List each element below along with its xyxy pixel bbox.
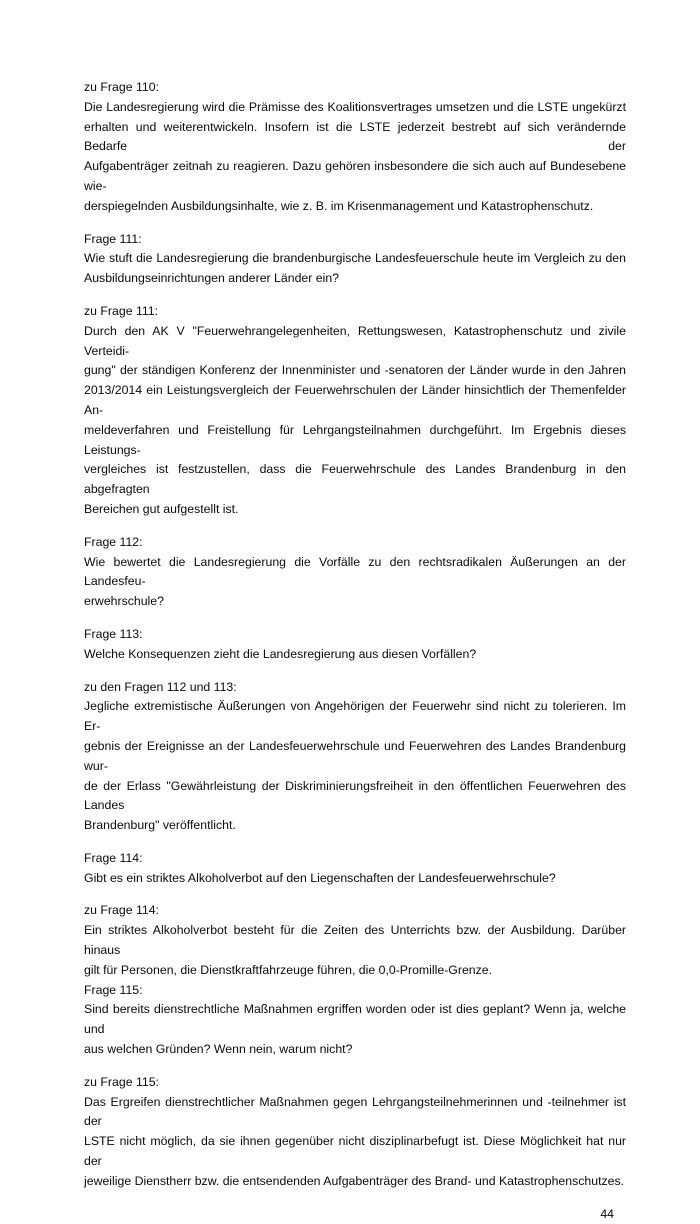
qa-block-question-115 [84,981,626,1060]
block-heading: zu Frage 115: [84,1074,159,1089]
qa-block-question-114 [84,849,626,889]
qa-block-answer-115 [84,1073,626,1192]
block-heading: Frage 113: [84,626,143,641]
block-heading: Frage 115: [84,982,143,997]
qa-block-answer-111 [84,302,626,520]
qa-block-question-113 [84,625,626,665]
qa-block-answer-110 [84,78,626,217]
block-paragraph: Durch den AK V "Feuerwehrangelegenheiten, Rettungswesen, Katastrophenschutz und zivile Verteidi- gung" der ständigen Konferenz der Innenminister und -senatoren der Länder wurde in den Jahren 2013/2014 ein Leistungsvergleich der Feuerwehrschulen der Länder hinsichtlich der Themenfelder An- meldeverfahren und Freistellung für Lehrgangsteilnahmen durchgeführt. Im Ergebnis dieses Leistungs- vergleiches ist festzustellen, dass die Feuerwehrschule des Landes Brandenburg in den abgefragten Bereichen gut aufgestellt ist. [84,323,626,516]
block-paragraph: Jegliche extremistische Äußerungen von Angehörigen der Feuerwehr sind nicht zu tolerieren. Im Er- gebnis der Ereignisse an der Landesfeuerwehrschule und Feuerwehren des Landes Brandenburg wur- de der Erlass "Gewährleistung der Diskriminierungsfreiheit in den öffentlichen Feuerwehren des Landes Brandenburg" veröffentlicht. [84,699,626,833]
document-content [84,78,626,1192]
block-paragraph: Welche Konsequenzen zieht die Landesregierung aus diesen Vorfällen? [84,646,477,661]
qa-block-question-112 [84,533,626,612]
block-paragraph: Gibt es ein striktes Alkoholverbot auf den Liegenschaften der Landesfeuerwehrschule? [84,870,556,885]
block-heading: Frage 112: [84,534,143,549]
page-number: 44 [600,1206,614,1221]
block-heading: zu Frage 111: [84,303,159,318]
qa-block-answer-114 [84,901,626,980]
block-heading: zu Frage 110: [84,80,159,94]
block-paragraph: Das Ergreifen dienstrechtlicher Maßnahmen gegen Lehrgangsteilnehmerinnen und -teilnehmer ist der LSTE nicht möglich, da sie ihnen gegenüber nicht disziplinarbefugt ist. Diese Möglichkeit hat nur der jeweilige Dienstherr bzw. die entsendenden Aufgabenträger des Brand- und Katastrophenschutzes. [84,1094,626,1188]
qa-block-answer-112-113 [84,678,626,836]
block-heading: Frage 111: [84,231,142,246]
qa-block-question-111 [84,230,626,289]
block-heading: Frage 114: [84,850,143,865]
block-paragraph: Ein striktes Alkoholverbot besteht für die Zeiten des Unterrichts bzw. der Ausbildung. Darüber hinaus gilt für Personen, die Dienstkraftfahrzeuge führen, die 0,0-Promille-Grenze. [84,923,626,977]
block-heading: zu Frage 114: [84,903,159,918]
block-paragraph: Wie stuft die Landesregierung die brandenburgische Landesfeuerschule heute im Vergleich zu den Ausbildungseinrichtungen anderer Länder ein? [84,251,626,286]
block-paragraph: Sind bereits dienstrechtliche Maßnahmen ergriffen worden oder ist dies geplant? Wenn ja, welche und aus welchen Gründen? Wenn nein, warum nicht? [84,1002,626,1057]
block-paragraph: Wie bewertet die Landesregierung die Vorfälle zu den rechtsradikalen Äußerungen an der Landesfeu- erwehrschule? [84,554,626,609]
block-heading: zu den Fragen 112 und 113: [84,679,237,694]
block-paragraph: Die Landesregierung wird die Prämisse des Koalitionsvertrages umsetzen und die LSTE ungekürzt erhalten und weiterentwickeln. Insofern ist die LSTE jederzeit bestrebt auf sich verändernde Bedarfe der Aufgabenträger zeitnah zu reagieren. Dazu gehören insbesondere die sich auch auf Bundesebene wie- derspiegelnden Ausbildungsinhalte, wie z. B. im Krisenmanagement und Katastrophenschutz. [84,99,626,213]
